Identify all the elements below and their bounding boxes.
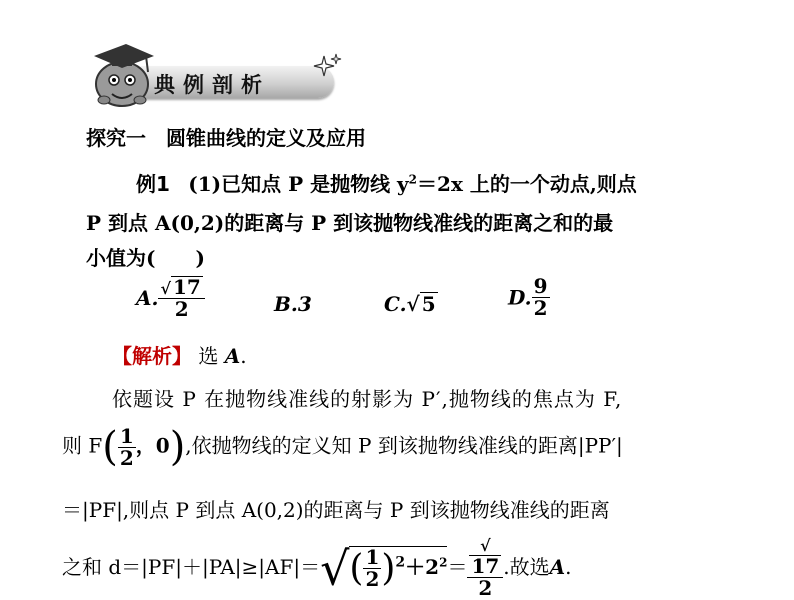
example-line-3: 小值为( ) [86,246,205,270]
exponent: 2 [408,172,418,187]
example-line-1 [136,168,637,197]
option-d: D. $\frac{9}{2}$ [508,274,548,320]
banner-title: 典例剖析 [154,72,270,97]
option-a-fraction: $\frac{√ 17}{2}$ [158,276,204,320]
example-text-1: (1)已知点 P 是抛物线 y [188,172,409,196]
solution-line-2: 则 F( $\frac{1}{2}$ ，0),依抛物线的定义知 P 到该抛物线准线的距离|PP′| [62,423,623,470]
option-b: B.3 [274,292,312,316]
solution-line-1: 依题设 P 在抛物线准线的射影为 P′,抛物线的焦点为 F, [112,387,623,411]
example-label: 例1 [136,172,170,196]
example-line-2: P 到点 A(0,2)的距离与 P 到该抛物线准线的距离之和的最 [86,211,614,235]
example-text-1b: ＝2x 上的一个动点,则点 [417,172,637,196]
solution-line-4: 之和 d＝|PF|＋|PA|≥|AF|＝√( $\frac{1}{2}$ )$^2+2^2=$ √ 17 2 .故选A. [62,536,572,600]
option-a [136,276,205,320]
solution-tag-line: 【解析】 选 A. [112,344,247,368]
solution-tag: 【解析】 [112,344,192,368]
option-c: C.√ 5 [384,292,436,316]
solution-line-3: ＝|PF|,则点 P 到点 A(0,2)的距离与 P 到该抛物线准线的距离 [62,498,610,522]
section-heading: 探究一 圆锥曲线的定义及应用 [86,126,366,150]
option-a-label: A. [136,286,159,310]
sparkle-icon [312,52,342,82]
mascot-graduate-icon [82,40,162,112]
